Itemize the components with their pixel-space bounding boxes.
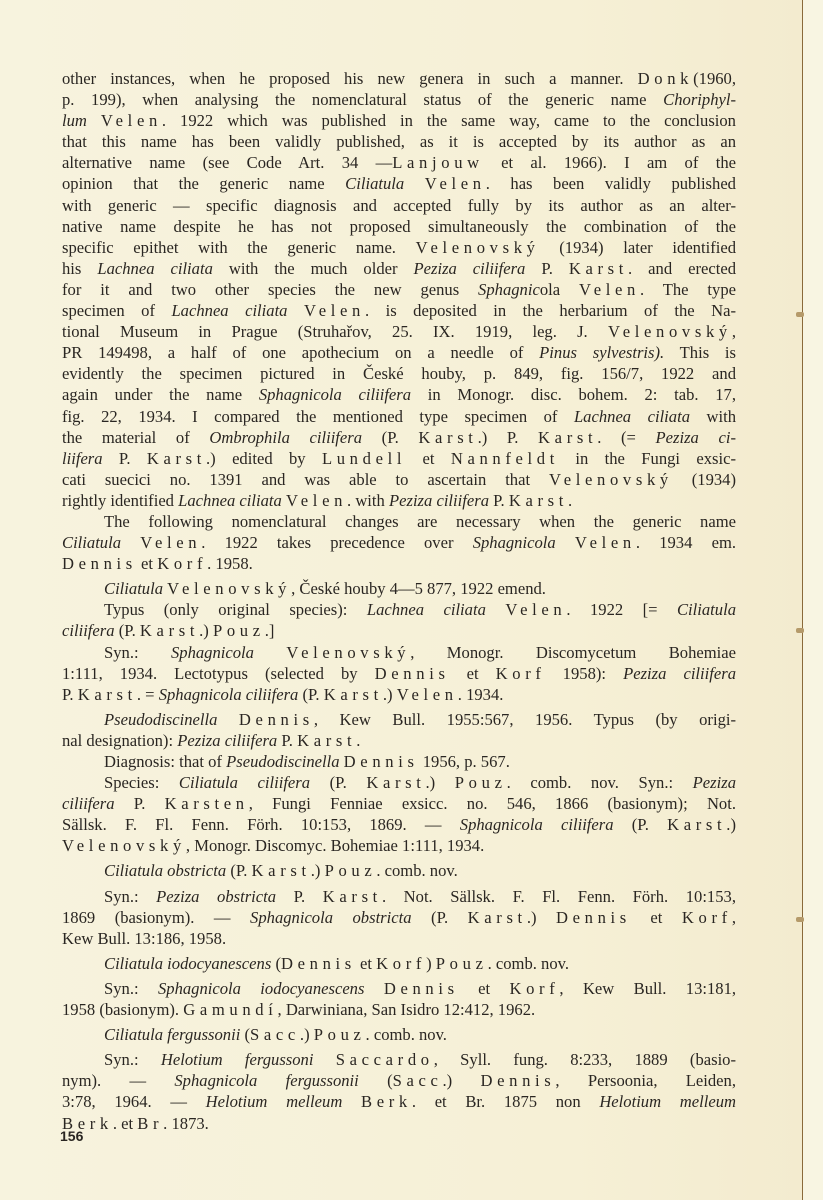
text-line: evidently the specimen pictured in České houby, p. 849, fig. 156/7, 1922 and bbox=[62, 364, 736, 384]
text-line: Berk. et Br. 1873. bbox=[62, 1113, 209, 1133]
text-line: Sällsk. F. Fl. Fenn. Förh. 10:153, 1869. — Sphagnicola ciliifera (P. Karst.) bbox=[62, 815, 736, 835]
text-line: 1958 (basionym). Gamundí, Darwiniana, San Isidro 12:412, 1962. bbox=[62, 1000, 536, 1020]
text-line: native name despite he has not proposed simultaneously the combination of the bbox=[62, 216, 736, 236]
margin-mark bbox=[796, 628, 804, 633]
text-line: Dennis et Korf. 1958. bbox=[62, 554, 253, 574]
text-line: specimen of Lachnea ciliata Velen. is deposited in the herbarium of the Na- bbox=[62, 301, 736, 321]
text-line: Ciliatula Velenovský, České houby 4—5 877, 1922 emend. bbox=[104, 579, 546, 599]
text-line: Ciliatula Velen. 1922 takes precedence over Sphagnicola Velen. 1934 em. bbox=[62, 533, 736, 553]
text-line: Syn.: Sphagnicola Velenovský, Monogr. Discomycetum Bohemiae bbox=[104, 642, 737, 662]
text-line: other instances, when he proposed his new genera in such a manner. Donk(1960, bbox=[62, 69, 736, 88]
text-line: cati suecici no. 1391 and was able to ascertain that Velenovský (1934) bbox=[62, 469, 736, 489]
text-line: 1869 (basionym). — Sphagnicola obstricta (P. Karst.) Dennis et Korf, bbox=[62, 907, 736, 927]
text-line: lum Velen. 1922 which was published in the same way, came to the conclusion bbox=[62, 111, 736, 131]
page-number: 156 bbox=[60, 1128, 84, 1144]
text-line: ciliifera (P. Karst.) Pouz.] bbox=[62, 621, 275, 641]
text-line: Ciliatula fergussonii (Sacc.) Pouz. comb. nov. bbox=[104, 1025, 447, 1045]
text-line: liifera P. Karst.) edited by Lundell et Nannfeldt in the Fungi exsic- bbox=[62, 448, 737, 468]
text-line: specific epithet with the generic name. Velenovský (1934) later identified bbox=[62, 237, 736, 257]
text-line: fig. 22, 1934. I compared the mentioned type specimen of Lachnea ciliata with bbox=[62, 406, 736, 426]
text-line: again under the name Sphagnicola ciliifera in Monogr. disc. bohem. 2: tab. 17, bbox=[62, 385, 736, 405]
text-line: the material of Ombrophila ciliifera (P. Karst.) P. Karst. (= Peziza ci- bbox=[62, 427, 736, 447]
text-line: Syn.: Sphagnicola iodocyanescens Dennis et Korf, Kew Bull. 13:181, bbox=[104, 978, 737, 998]
text-line: that this name has been validly published, as it is accepted by its author as an bbox=[62, 132, 736, 152]
text-line: PR 149498, a half of one apothecium on a needle of Pinus sylvestris). This is bbox=[62, 343, 737, 363]
text-line: Diagnosis: that of Pseudodiscinella Dennis 1956, p. 567. bbox=[104, 752, 510, 771]
margin-mark bbox=[796, 917, 804, 922]
text-line: The following nomenclatural changes are necessary when the generic name bbox=[104, 511, 736, 531]
margin-mark bbox=[796, 312, 804, 317]
body-text bbox=[62, 68, 736, 1134]
text-line: P. Karst. = Sphagnicola ciliifera (P. Karst.) Velen. 1934. bbox=[62, 684, 504, 704]
text-line: Ciliatula obstricta (P. Karst.) Pouz. comb. nov. bbox=[104, 861, 458, 881]
text-line: for it and two other species the new genus Sphagnicola Velen. The type bbox=[62, 279, 737, 299]
text-line: opinion that the generic name Ciliatula Velen. has been validly published bbox=[62, 174, 736, 194]
text-line: alternative name (see Code Art. 34 —Lanjouw et al. 1966). I am of the bbox=[62, 153, 736, 173]
text-line: Typus (only original species): Lachnea ciliata Velen. 1922 [= Ciliatula bbox=[104, 600, 736, 620]
text-line: nym). — Sphagnicola fergussonii (Sacc.) Dennis, Persoonia, Leiden, bbox=[62, 1071, 736, 1091]
text-line: his Lachnea ciliata with the much older Peziza ciliifera P. Karst. and erected bbox=[62, 258, 736, 278]
text-line: 1:111, 1934. Lectotypus (selected by Dennis et Korf 1958): Peziza ciliifera bbox=[62, 663, 736, 683]
text-line: with generic — specific diagnosis and accepted fully by its author as an alter- bbox=[62, 195, 736, 215]
text-line: Syn.: Helotium fergussoni Saccardo, Syll. fung. 8:233, 1889 (basio- bbox=[104, 1050, 737, 1070]
text-line: ciliifera P. Karsten, Fungi Fenniae exsicc. no. 546, 1866 (basionym); Not. bbox=[62, 794, 736, 814]
text-line: Ciliatula iodocyanescens (Dennis et Korf) Pouz. comb. nov. bbox=[104, 953, 569, 973]
page-edge-line bbox=[802, 0, 803, 1200]
text-line: Species: Ciliatula ciliifera (P. Karst.) Pouz. comb. nov. Syn.: Peziza bbox=[104, 773, 736, 793]
text-line: Pseudodiscinella Dennis, Kew Bull. 1955:567, 1956. Typus (by origi- bbox=[104, 709, 736, 729]
text-line: p. 199), when analysing the nomenclatural status of the generic name Choriphyl- bbox=[62, 90, 736, 110]
text-line: rightly identified Lachnea ciliata Velen. with Peziza ciliifera P. Karst. bbox=[62, 490, 573, 510]
text-line: Velenovský, Monogr. Discomyc. Bohemiae 1:111, 1934. bbox=[62, 836, 485, 856]
adjacent-page-margin bbox=[803, 0, 823, 1200]
text-line: nal designation): Peziza ciliifera P. Karst. bbox=[62, 730, 361, 750]
text-line: Kew Bull. 13:186, 1958. bbox=[62, 928, 227, 948]
text-line: 3:78, 1964. — Helotium melleum Berk. et Br. 1875 non Helotium melleum bbox=[62, 1092, 736, 1112]
text-line: tional Museum in Prague (Struhařov, 25. IX. 1919, leg. J. Velenovský, bbox=[62, 322, 736, 342]
text-line: Syn.: Peziza obstricta P. Karst. Not. Sällsk. F. Fl. Fenn. Förh. 10:153, bbox=[104, 886, 736, 906]
